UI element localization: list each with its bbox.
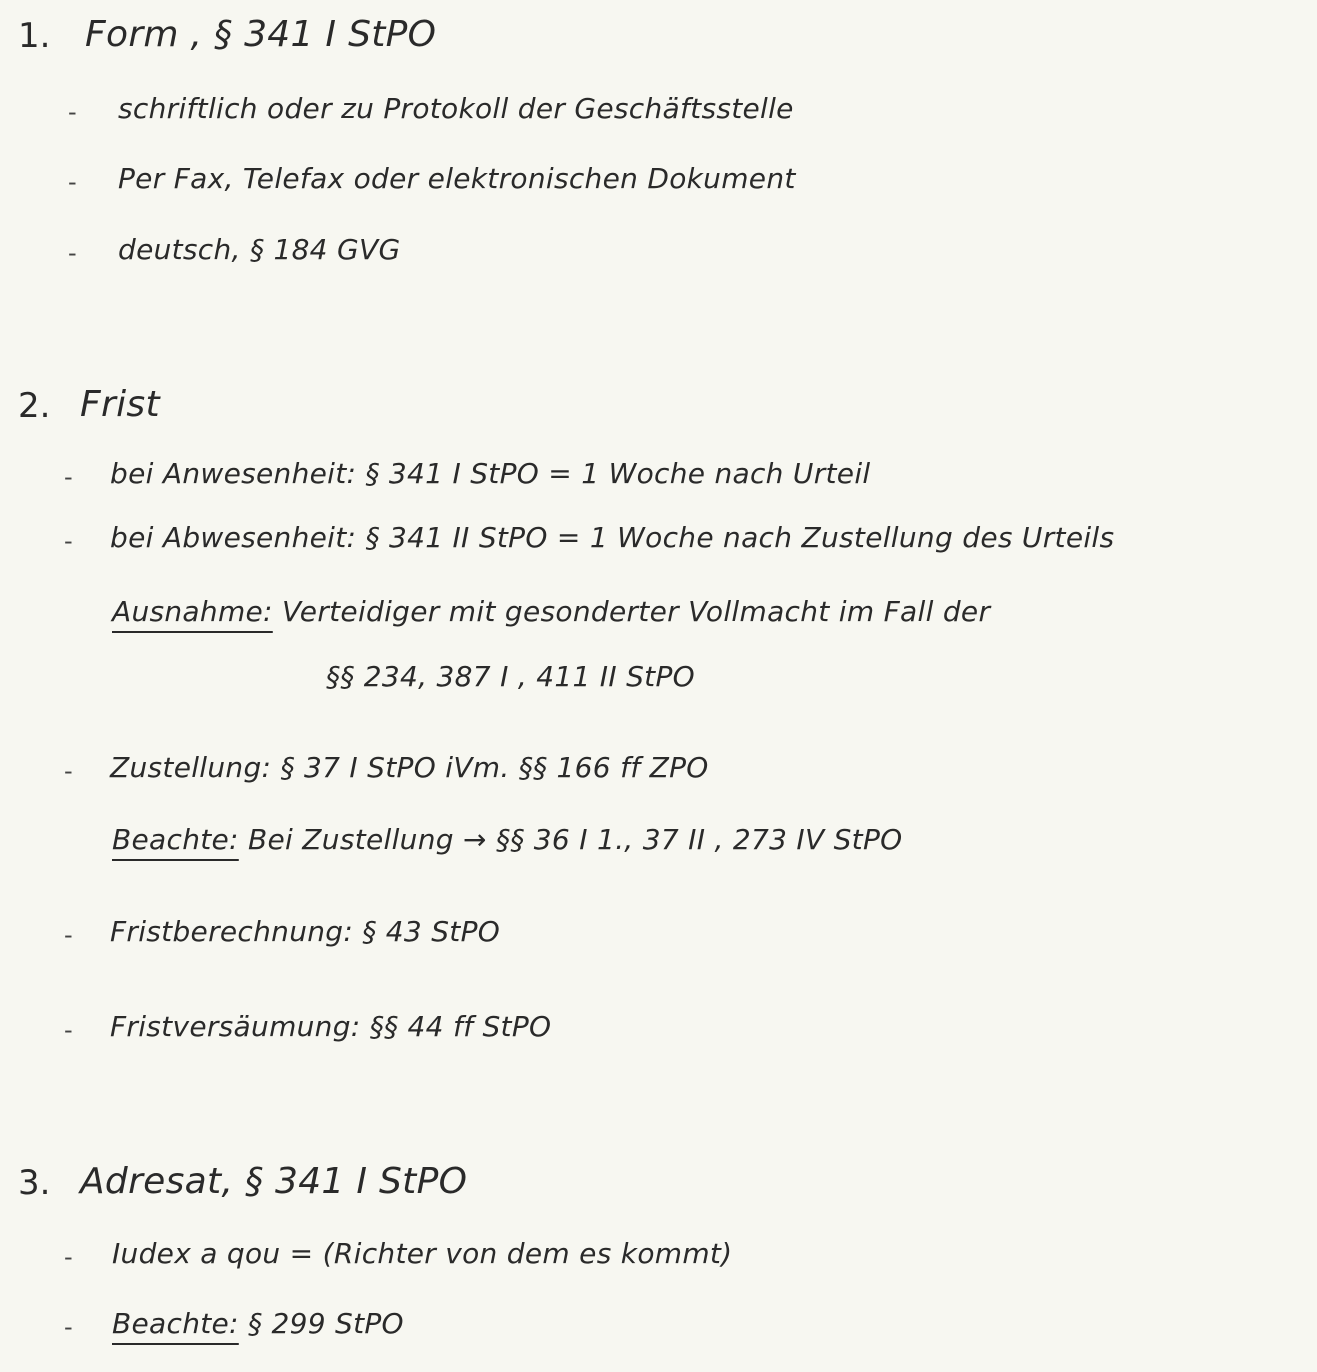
bullet-dash: - (64, 1243, 73, 1271)
section-1-number: 1. (18, 16, 51, 56)
list-item: schriftlich oder zu Protokoll der Geschäftsstelle (118, 92, 794, 125)
list-item: deutsch, § 184 GVG (118, 233, 401, 266)
note-text: § 299 StPO (238, 1307, 404, 1340)
list-item (112, 1307, 404, 1340)
note (112, 823, 903, 856)
note-text: Bei Zustellung → §§ 36 I 1., 37 II , 273 IV StPO (238, 823, 903, 856)
section-3-number: 3. (18, 1163, 51, 1203)
bullet-dash: - (64, 463, 73, 491)
exception-text: Verteidiger mit gesonderter Vollmacht im Fall der (272, 595, 991, 628)
section-2-title: Frist (80, 384, 160, 425)
section-2-number: 2. (18, 386, 51, 426)
list-item: Iudex a qou = (Richter von dem es kommt) (112, 1237, 733, 1270)
section-1-title: Form , § 341 I StPO (85, 14, 437, 55)
bullet-dash: - (64, 1016, 73, 1044)
note-label: Beachte: (112, 823, 239, 856)
exception-note (112, 595, 990, 628)
bullet-dash: - (64, 527, 73, 555)
bullet-dash: - (64, 1313, 73, 1341)
bullet-dash: - (68, 168, 77, 196)
list-item: Per Fax, Telefax oder elektronischen Dokument (118, 162, 796, 195)
note-label: Beachte: (112, 1307, 239, 1340)
exception-continuation: §§ 234, 387 I , 411 II StPO (326, 660, 695, 693)
list-item: Fristversäumung: §§ 44 ff StPO (110, 1010, 552, 1043)
bullet-dash: - (64, 921, 73, 949)
list-item: bei Anwesenheit: § 341 I StPO = 1 Woche nach Urteil (110, 457, 871, 490)
exception-label: Ausnahme: (112, 595, 273, 628)
section-3-title: Adresat, § 341 I StPO (80, 1161, 468, 1202)
list-item: Fristberechnung: § 43 StPO (110, 915, 501, 948)
bullet-dash: - (68, 98, 77, 126)
bullet-dash: - (68, 239, 77, 267)
list-item: Zustellung: § 37 I StPO iVm. §§ 166 ff ZPO (110, 751, 709, 784)
bullet-dash: - (64, 757, 73, 785)
list-item: bei Abwesenheit: § 341 II StPO = 1 Woche nach Zustellung des Urteils (110, 521, 1115, 554)
